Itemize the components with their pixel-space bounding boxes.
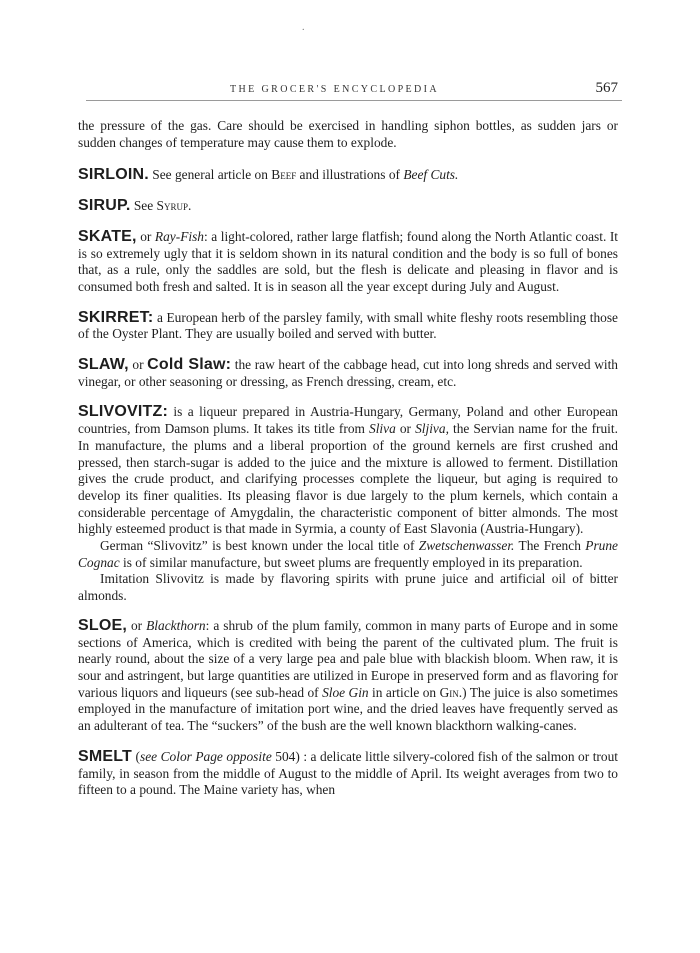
continued-paragraph: the pressure of the gas. Care should be exercised in handling siphon bottles, as sudden jars or sudden changes of temperature may cause them to explode. (78, 118, 618, 150)
entry-body: the raw heart of the cabbage head, cut into long shreds and served with vinegar, or other seasoning or dressing, as French dressing, cream, etc. (78, 357, 619, 389)
entry-skirret (78, 310, 618, 343)
entry-sirup: SIRUP. See Syrup. (78, 197, 192, 215)
entry-paragraph: Imitation Slivovitz is made by flavoring spirits with prune juice and artificial oil of bitter almonds. (78, 571, 618, 604)
entry-smelt: SMELT (see Color Page opposite 504) : a delicate little silvery-colored fish of the salmon or trout family, in season from the middle of August to the middle of April. Its weight averages from two to fifteen to a pound. The Maine variety has, when (78, 747, 618, 798)
headword: SKATE, (78, 227, 137, 245)
alternate-name: Ray-Fish (154, 228, 205, 244)
headword: SIRLOIN. (78, 166, 149, 184)
entry-slaw: SLAW, or Cold Slaw: the raw heart of the cabbage head, cut into long shreds and served with vinegar, or other seasoning or dressing, as French dressing, cream, etc. (78, 356, 619, 389)
headword: SLIVOVITZ: (78, 403, 168, 421)
page-number: 567 (595, 80, 618, 96)
entry-body: a European herb of the parsley family, with small white fleshy roots resembling those of the Oyster Plant. They are usually boiled and served with butter. (78, 309, 618, 342)
page-header (86, 78, 622, 101)
entry-paragraph: SLIVOVITZ: is a liqueur prepared in Austria-Hungary, Germany, Poland and other European countries, from Damson plums. It takes its title from Sliva or Sljiva, the Servian name for the fruit. In manufacture, the plums and a liberal proportion of the ground kernels are first crushed and pressed, then starch-sugar is added to the juice and the mixture is allowed to ferment. Distillation gives the crude product, and clarifying processes complete the liqueur, but aging is required to develop its finer qualities. Its pleasing flavor is due largely to the plum kernels, which contain a considerable percentage of Amygdalin, the characteristic component of bitter almonds. The most highly esteemed product is that made in Syrmia, a county of East Slavonia (Austria-Hungary). (78, 403, 618, 537)
entry-sloe: SLOE, or Blackthorn: a shrub of the plum family, common in many parts of Europe and in some sections of America, which is credited with being the parent of the cultivated plum. The fruit is nearly round, about the size of a very large pea and pale blue with blackish bloom. When raw, it is sour and astringent, but large quantities are utilized in Europe in preserved form and as flavoring for various liquors and liqueurs (see sub-head of Sloe Gin in article on Gin.) The juice is also sometimes employed in the manufacture of imitation port wine, and the dried leaves have frequently served as an adulterant of tea. The “suckers” of the bush are the well known blackthorn walking-canes. (78, 616, 618, 734)
entry-skate: SKATE, or Ray-Fish: a light-colored, rather large flatfish; found along the North Atlantic coast. It is so extremely ugly that it is seldom shown in its natural condition and the body is so full of bones that, as a rule, only the saddles are sold, but the flesh is delicate and pleasing in flavor and is consumed both fresh and salted. It is in season all the year except during July and August. (78, 227, 619, 294)
headword: SKIRRET: (78, 308, 154, 326)
alternate-name: Cold Slaw: (147, 356, 232, 374)
entry-body: : a light-colored, rather large flatfish; found along the North Atlantic coast. It is so extremely ugly that it is seldom shown in its natural condition and the body is so full of bones that, as a rule, only the saddles are sold, but the flesh is delicate and pleasing in flavor and is consumed both fresh and salted. It is in season all the year except during July and August. (78, 228, 619, 294)
stray-mark: . (302, 22, 305, 33)
entries-column (78, 118, 618, 813)
entry-paragraph: German “Slivovitz” is best known under the local title of Zwetschenwasser. The French Prune Cognac is of similar manufacture, but sweet plums are frequently employed in its preparation. (78, 538, 618, 570)
headword: SLAW, (78, 356, 129, 374)
headword: SLOE, (78, 616, 128, 634)
running-title: THE GROCER'S ENCYCLOPEDIA (230, 84, 440, 95)
headword: SIRUP. (78, 197, 131, 215)
entry-sirloin: SIRLOIN. See general article on Beef and illustrations of Beef Cuts. (78, 166, 459, 184)
cross-reference: see Color Page opposite (140, 748, 272, 764)
cross-reference: Beef (271, 167, 297, 183)
alternate-name: Blackthorn (146, 617, 206, 633)
cross-reference: Gin. (439, 684, 463, 700)
headword: SMELT (78, 747, 133, 765)
cross-reference: Beef Cuts. (403, 167, 459, 183)
entry-slivovitz (78, 404, 618, 604)
cross-reference: Syrup. (156, 198, 192, 214)
cross-reference: Sloe Gin (322, 684, 369, 700)
